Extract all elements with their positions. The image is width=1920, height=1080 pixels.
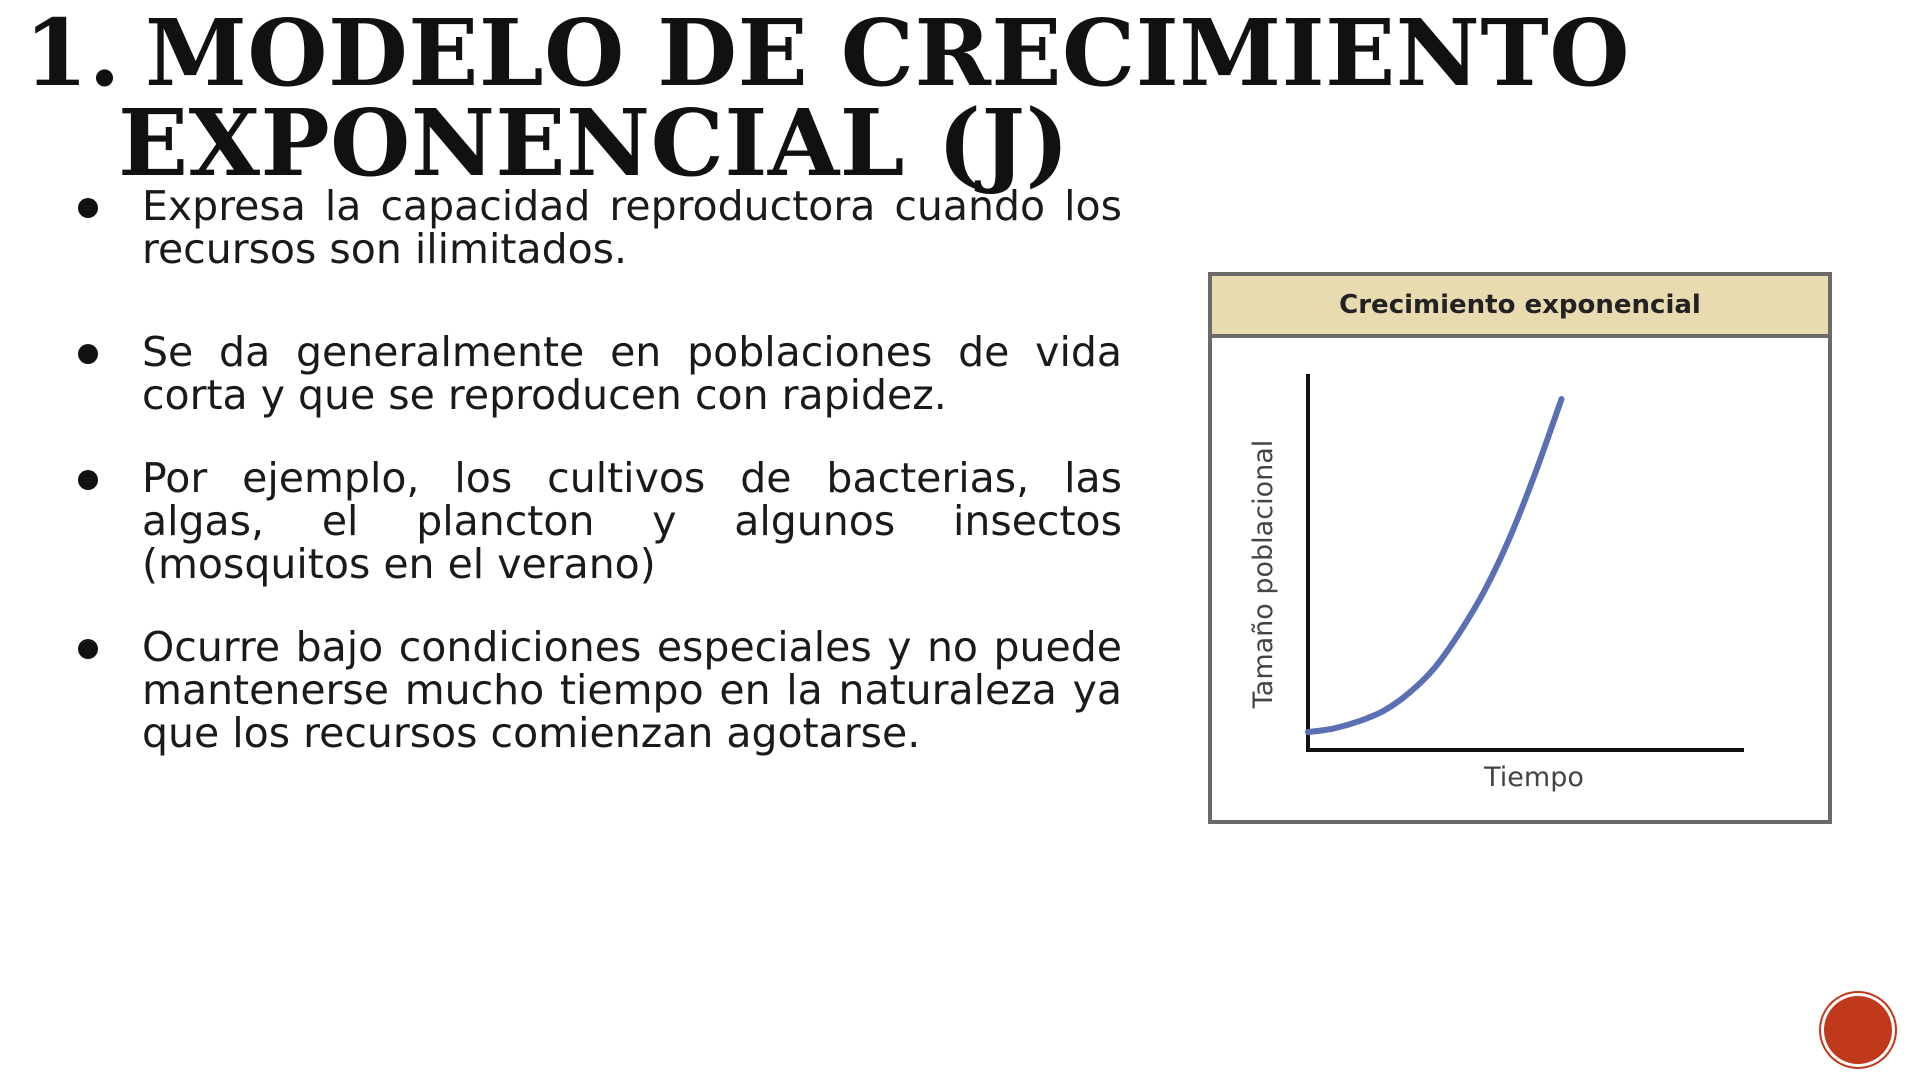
y-axis-label: Tamaño poblacional	[1248, 439, 1279, 709]
chart-plot	[1212, 338, 1828, 820]
title-line-2: EXPONENCIAL (J)	[118, 88, 1070, 197]
x-axis-label: Tiempo	[1484, 762, 1584, 793]
bullet-item	[70, 328, 1122, 419]
title-number: 1.	[24, 0, 122, 107]
bullet-list	[70, 182, 1122, 815]
bullet-dot-icon	[78, 344, 98, 364]
next-slide-button[interactable]	[1824, 996, 1892, 1064]
bullet-dot-icon	[78, 470, 98, 490]
bullet-dot-icon	[78, 639, 98, 659]
bullet-text: Ocurre bajo condiciones especiales y no puede mantenerse mucho tiempo en la naturaleza ya que los recursos comienzan agotarse.	[142, 623, 1122, 757]
exponential-curve	[1308, 399, 1561, 732]
bullet-text: Expresa la capacidad reproductora cuando los recursos son ilimitados.	[142, 182, 1122, 273]
title-line-1	[0, 0, 1630, 107]
bullet-dot-icon	[78, 198, 98, 218]
slide-title	[0, 0, 1630, 197]
bullet-item	[70, 454, 1122, 588]
bullet-text: Se da generalmente en poblaciones de vida corta y que se reproducen con rapidez.	[142, 328, 1122, 419]
exponential-growth-figure	[1208, 272, 1832, 824]
title-text-1: MODELO DE CRECIMIENTO	[145, 0, 1630, 107]
bullet-item	[70, 623, 1122, 757]
bullet-item	[70, 182, 1122, 273]
chart-title: Crecimiento exponencial	[1212, 276, 1828, 338]
bullet-text: Por ejemplo, los cultivos de bacterias, las algas, el plancton y algunos insectos (mosquitos en el verano)	[142, 454, 1122, 588]
